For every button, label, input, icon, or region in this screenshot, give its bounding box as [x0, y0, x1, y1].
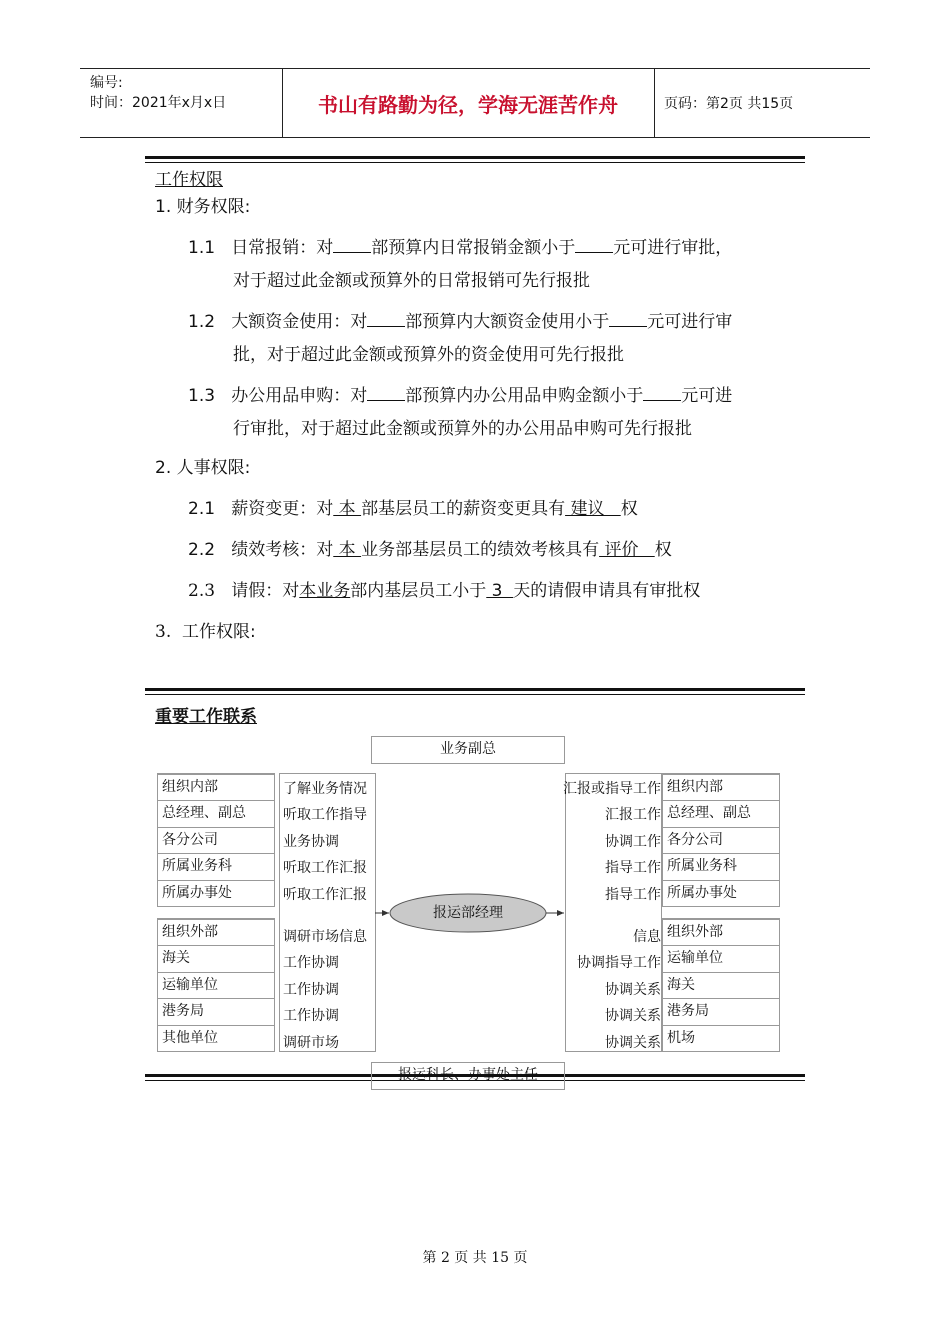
relation-label: 调研市场信息	[283, 929, 367, 945]
section-title-authority: 工作权限	[155, 170, 223, 190]
org-box: 组织内部	[662, 774, 780, 801]
header-divider	[654, 69, 655, 137]
org-box: 所属业务科	[662, 853, 780, 880]
relation-label: 指导工作	[605, 886, 661, 903]
page-footer: 第 2 页 共 15 页	[422, 1250, 528, 1266]
org-box: 组织外部	[157, 919, 275, 946]
org-box: 运输单位	[157, 972, 275, 999]
org-box: 组织内部	[157, 774, 275, 801]
center-label: 报运部经理	[433, 905, 503, 921]
relation-label: 汇报工作	[605, 807, 661, 824]
section-title-relations: 重要工作联系	[155, 707, 257, 727]
document-date: 时间：2021年x月x日	[90, 95, 227, 111]
finance-item-3: 1.3 办公用品申购：对 部预算内办公用品申购金额小于 元可进	[188, 386, 733, 406]
page-header	[80, 68, 870, 138]
org-box: 各分公司	[157, 827, 275, 854]
relation-label: 工作协调	[283, 955, 339, 972]
org-box: 港务局	[662, 998, 780, 1025]
relation-label: 了解业务情况	[283, 781, 367, 797]
relation-label: 听取工作汇报	[283, 860, 367, 877]
org-box: 机场	[662, 1025, 780, 1052]
org-box: 总经理、副总	[157, 800, 275, 827]
header-motto: 书山有路勤为径，学海无涯苦作舟	[318, 93, 618, 117]
finance-title: 1. 财务权限:	[155, 197, 251, 217]
org-box: 所属办事处	[157, 880, 275, 907]
finance-item-3-cont: 行审批，对于超过此金额或预算外的办公用品申购可先行报批	[233, 419, 692, 439]
relation-label: 协调关系	[605, 1008, 661, 1025]
org-box: 组织外部	[662, 919, 780, 946]
org-box: 所属业务科	[157, 853, 275, 880]
org-box: 所属办事处	[662, 880, 780, 907]
relation-label: 业务协调	[283, 833, 339, 850]
finance-item-2: 1.2 大额资金使用：对 部预算内大额资金使用小于 元可进行审	[188, 312, 733, 332]
top-box: 业务副总	[371, 736, 565, 764]
org-box: 总经理、副总	[662, 800, 780, 827]
section-rule	[145, 156, 805, 163]
hr-title: 2. 人事权限:	[155, 458, 251, 478]
document-number: 编号:	[90, 75, 123, 91]
org-box: 各分公司	[662, 827, 780, 854]
org-box: 海关	[157, 945, 275, 972]
finance-item-1: 1.1 日常报销：对 部预算内日常报销金额小于 元可进行审批，	[188, 238, 733, 258]
relation-label: 协调工作	[605, 833, 661, 850]
relation-label: 信息	[633, 929, 661, 945]
relation-label: 听取工作汇报	[283, 886, 367, 903]
work-authority-title: 3. 工作权限:	[155, 622, 256, 642]
bottom-box: 报运科长、办事处主任	[371, 1062, 565, 1090]
relation-label: 协调关系	[605, 981, 661, 998]
section-rule	[145, 688, 805, 695]
relation-label: 工作协调	[283, 1008, 339, 1025]
header-meta	[90, 73, 226, 113]
org-box: 港务局	[157, 998, 275, 1025]
hr-item-2: 2.2 绩效考核：对 本 业务部基层员工的绩效考核具有 评价 权	[188, 540, 672, 560]
finance-item-1-cont: 对于超过此金额或预算外的日常报销可先行报批	[233, 271, 590, 291]
relation-label: 汇报或指导工作	[563, 781, 661, 797]
org-box: 海关	[662, 972, 780, 999]
org-box: 其他单位	[157, 1025, 275, 1052]
org-box: 运输单位	[662, 945, 780, 972]
header-page-number: 页码：第2页 共15页	[664, 96, 794, 112]
relation-label: 工作协调	[283, 981, 339, 998]
relation-label: 指导工作	[605, 860, 661, 877]
finance-item-2-cont: 批，对于超过此金额或预算外的资金使用可先行报批	[233, 345, 624, 365]
relation-label: 协调关系	[605, 1034, 661, 1051]
hr-item-3: 2.3 请假：对本业务部内基层员工小于 3 天的请假申请具有审批权	[188, 581, 701, 601]
relation-label: 调研市场	[283, 1034, 339, 1051]
hr-item-1: 2.1 薪资变更：对 本 部基层员工的薪资变更具有 建议 权	[188, 499, 638, 519]
relation-label: 听取工作指导	[283, 807, 367, 824]
relation-label: 协调指导工作	[577, 955, 661, 972]
